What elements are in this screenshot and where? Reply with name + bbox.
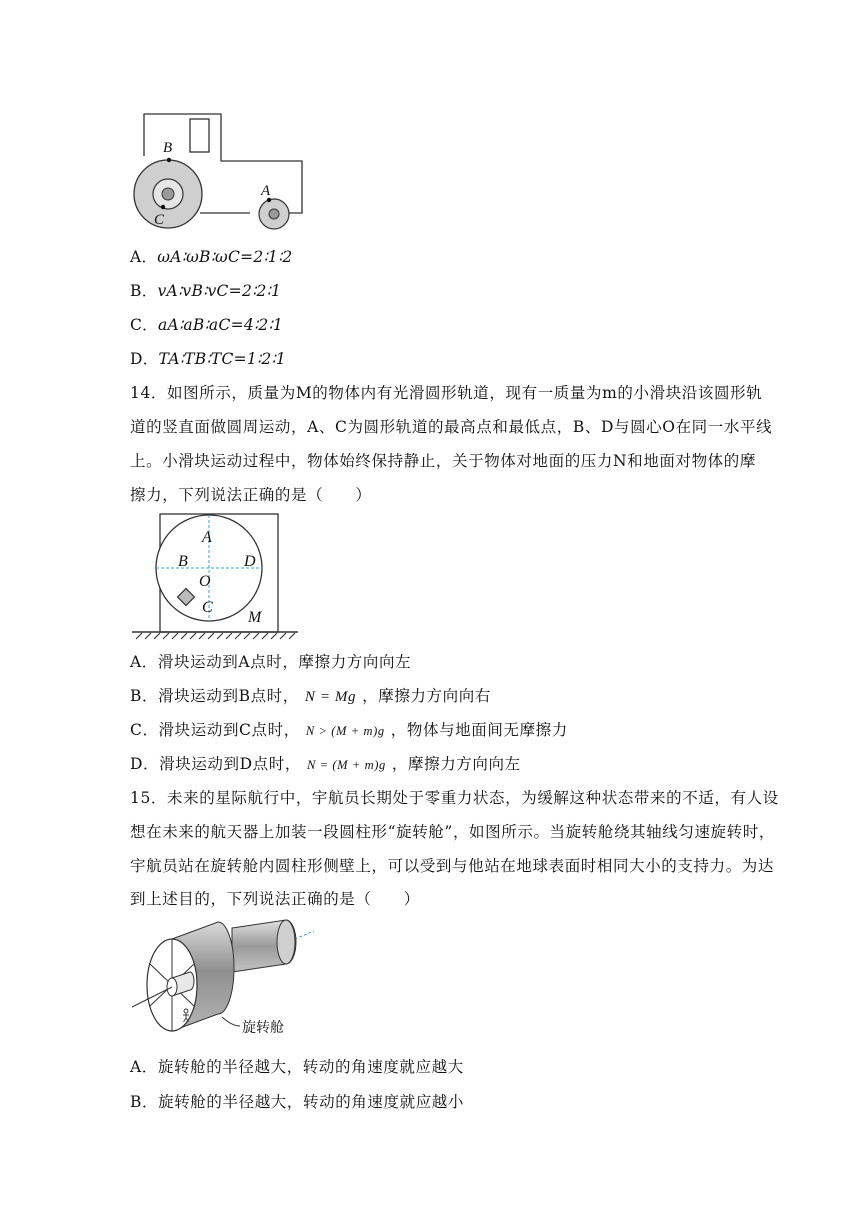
label-M: M bbox=[248, 609, 262, 626]
q14-option-c: C．滑块运动到C点时， N > (M + m)g ，物体与地面间无摩擦力 bbox=[130, 721, 568, 739]
circular-track-figure bbox=[128, 512, 304, 644]
label-O: O bbox=[199, 573, 211, 590]
q15-line-2: 想在未来的航天器上加装一段圆柱形“旋转舱”，如图所示。当旋转舱绕其轴线匀速旋转时， bbox=[130, 823, 775, 841]
q14-line-3: 上。小滑块运动过程中，物体始终保持静止，关于物体对地面的压力N和地面对物体的摩 bbox=[130, 452, 756, 470]
q13-option-b: B．vA∶vB∶vC=2∶2∶1 bbox=[130, 282, 282, 300]
q13-option-d: D．TA∶TB∶TC=1∶2∶1 bbox=[130, 350, 287, 368]
q14-line-4: 擦力，下列说法正确的是（ ） bbox=[130, 486, 372, 504]
ground-hatch bbox=[136, 633, 295, 639]
label-D: D bbox=[244, 553, 256, 570]
tractor-window bbox=[190, 119, 209, 152]
rotating-cabin-figure bbox=[128, 914, 324, 1038]
label-B: B bbox=[178, 553, 188, 570]
q14-option-d: D．滑块运动到D点时， N = (M + m)g ，摩擦力方向向左 bbox=[130, 755, 521, 773]
label-B: B bbox=[163, 140, 173, 156]
front-wheel-axle bbox=[269, 209, 279, 219]
point-B bbox=[167, 158, 171, 162]
label-A: A bbox=[261, 183, 271, 199]
q14-option-b: B．滑块运动到B点时， N = Mg ，摩擦力方向向右 bbox=[130, 687, 491, 705]
q14-line-2: 道的竖直面做圆周运动，A、C为圆形轨道的最高点和最低点，B、D与圆心O在同一水平线 bbox=[130, 418, 773, 436]
tractor-figure bbox=[128, 108, 308, 236]
q14-option-a: A．滑块运动到A点时，摩擦力方向向左 bbox=[130, 653, 412, 671]
q14-line-1: 14．如图所示，质量为M的物体内有光滑圆形轨道，现有一质量为m的小滑块沿该圆形轨 bbox=[130, 384, 763, 402]
q15-option-a: A．旋转舱的半径越大，转动的角速度就应越大 bbox=[130, 1058, 464, 1076]
q15-line-4: 到上述目的，下列说法正确的是（ ） bbox=[130, 890, 420, 908]
label-A: A bbox=[202, 529, 212, 546]
label-C: C bbox=[202, 599, 213, 616]
q15-option-b: B．旋转舱的半径越大，转动的角速度就应越小 bbox=[130, 1093, 464, 1111]
point-C bbox=[161, 205, 165, 209]
shaft-end bbox=[277, 920, 295, 964]
rear-wheel-axle bbox=[162, 188, 174, 200]
label-C: C bbox=[154, 212, 165, 228]
label-leader bbox=[222, 1017, 240, 1026]
q15-line-1: 15．未来的星际航行中，宇航员长期处于零重力状态，为缓解这种状态带来的不适，有人设 bbox=[130, 789, 779, 807]
q13-option-a: A．ωA∶ωB∶ωC=2∶1∶2 bbox=[130, 248, 293, 266]
q15-line-3: 宇航员站在旋转舱内圆柱形侧壁上，可以受到与他站在地球表面时相同大小的支持力。为达 bbox=[130, 857, 775, 875]
q13-option-c: C．aA∶aB∶aC=4∶2∶1 bbox=[130, 316, 284, 334]
cabin-label: 旋转舱 bbox=[242, 1020, 284, 1036]
